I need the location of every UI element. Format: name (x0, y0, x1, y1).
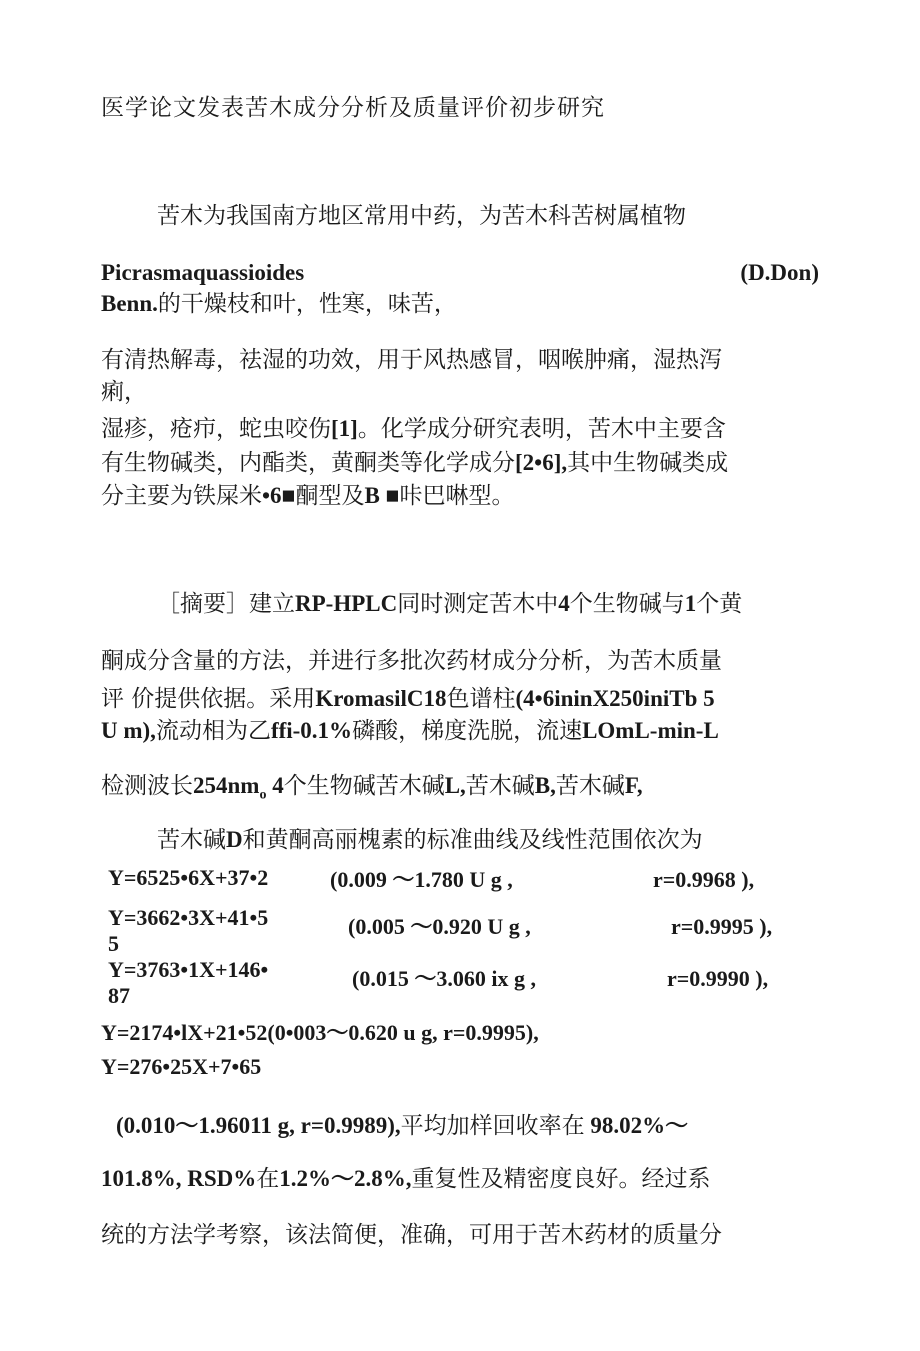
abs-l5-f: L, (444, 773, 466, 798)
equation-1 (108, 865, 268, 901)
document-title: 医学论文发表苦木成分分析及质量评价初步研究 (101, 95, 605, 121)
abs-column-spec: (4•6ininX250iniTb 5 (515, 686, 715, 711)
intro-line-1: 苦木为我国南方地区常用中药，为苦木科苦树属植物 (157, 203, 686, 229)
latin-name: Picrasmaquassioides (101, 260, 305, 285)
tail-l2-a: 101.8%, RSD% (101, 1166, 257, 1191)
abstract-line-4 (101, 715, 719, 747)
equation-2-formula: Y=3662•3X+41•5 (108, 905, 269, 930)
abs-l4-c: ffi-0.1% (270, 718, 353, 743)
abstract-line-1 (157, 588, 742, 620)
intro-line-8-c: 酮型及 (295, 483, 365, 509)
ref-1: [1] (331, 416, 358, 441)
abs-l5-c: o (259, 787, 267, 803)
intro-line-8-b: •6■ (262, 483, 296, 508)
intro-line-6-tail: 。化学成分研究表明，苦木中主要含 (357, 416, 726, 442)
abstract-line-5 (101, 770, 643, 812)
equation-2-range: (0.005 ～0.920 U g , (348, 914, 531, 939)
intro-line-7 (101, 447, 728, 479)
tail-line-2 (101, 1163, 711, 1195)
abs-l6-b: D (226, 827, 243, 852)
tail-l2-d: 重复性及精密度良好。经过系 (411, 1166, 711, 1192)
abs-l1-e: 个生物碱与 (569, 591, 685, 617)
equation-3 (108, 957, 269, 1008)
intro-line-6 (101, 413, 726, 445)
abstract-line-3 (101, 683, 715, 715)
intro-line-8-e: 咔巴啉型。 (399, 483, 515, 509)
tail-l1-c: 98.02%～ (584, 1113, 689, 1138)
abs-column: KromasilC18 (315, 686, 447, 711)
intro-line-8-d: B ■ (364, 483, 400, 508)
abs-l6-c: 和黄酮高丽槐素的标准曲线及线性范围依次为 (242, 827, 703, 853)
abstract-line-2: 酮成分含量的方法，并进行多批次药材成分分析，为苦木质量 (101, 648, 722, 674)
equation-1-range: (0.009 ～1.780 U g , (330, 867, 513, 892)
equation-3-r: r=0.9990 ), (667, 966, 769, 991)
abstract-label: ［摘要］建立 (157, 591, 295, 617)
intro-line-6-text: 湿疹，疮疖，蛇虫咬伤 (101, 416, 331, 442)
tail-l2-c: 1.2%～2.8%, (279, 1166, 412, 1191)
tail-l1-a: (0.010～1.96011 g, r=0.9989), (116, 1113, 401, 1138)
abs-l5-e: 个生物碱苦木碱 (283, 773, 445, 799)
abs-l5-d: 4 (266, 773, 284, 798)
abs-l5-a: 检测波长 (101, 773, 193, 799)
abs-l4-a: U m), (101, 718, 156, 743)
abs-rp-hplc: RP-HPLC (295, 591, 398, 616)
equation-2-wrap: 5 (108, 931, 119, 956)
abs-wavelength: 254nm (193, 773, 260, 798)
abs-flow-rate: LOmL-min-L (582, 718, 719, 743)
intro-line-5: 痢， (101, 379, 147, 405)
equation-5: Y=276•25X+7•65 (101, 1054, 262, 1079)
abs-l6-a: 苦木碱 (157, 827, 226, 853)
abs-l4-b: 流动相为乙 (155, 718, 271, 744)
abs-l3-c: 色谱柱 (446, 686, 516, 712)
abs-l1-c: 同时测定苦木中 (397, 591, 559, 617)
intro-line-4: 有清热解毒，祛湿的功效，用于风热感冒，咽喉肿痛，湿热泻 (101, 347, 722, 373)
intro-line-7-tail: 其中生物碱类成 (567, 450, 729, 476)
abs-l1-g: 个黄 (696, 591, 743, 617)
tail-l2-b: 在 (256, 1166, 280, 1192)
tail-line-1 (116, 1110, 688, 1142)
equation-3-wrap: 87 (108, 983, 130, 1008)
abs-l5-g: 苦木碱 (465, 773, 535, 799)
intro-line-8 (101, 480, 514, 512)
intro-line-3-text: 的干燥枝和叶，性寒，味苦， (157, 291, 457, 317)
equation-3-formula: Y=3763•1X+146• (108, 957, 269, 982)
equation-1-formula: Y=6525•6X+37•2 (108, 865, 269, 890)
equation-2-r: r=0.9995 ), (671, 914, 773, 939)
abs-l5-h: B, (534, 773, 556, 798)
latin-suffix: Benn. (101, 291, 158, 316)
abs-l1-f: 1 (684, 591, 697, 616)
abs-l1-d: 4 (558, 591, 570, 616)
equation-3-range: (0.015 ～3.060 ix g , (352, 966, 536, 991)
ref-2-6: [2•6], (515, 450, 568, 475)
equation-1-r: r=0.9968 ), (653, 867, 755, 892)
abs-l3-a: 评 价提供依据。采用 (101, 686, 316, 712)
abs-l5-i: 苦木碱 (555, 773, 625, 799)
equation-2 (108, 905, 269, 956)
abs-l5-j: F, (624, 773, 643, 798)
tail-line-3: 统的方法学考察，该法简便，准确，可用于苦木药材的质量分 (101, 1222, 722, 1248)
intro-line-3 (101, 288, 457, 320)
tail-l1-b: 平均加样回收率在 (400, 1113, 585, 1139)
abs-l4-d: 磷酸，梯度洗脱，流速 (352, 718, 583, 744)
abstract-line-6 (157, 824, 703, 856)
latin-author: (D.Don) (740, 260, 819, 285)
equation-4: Y=2174•lX+21•52(0•003～0.620 u g, r=0.9995), (101, 1020, 539, 1045)
intro-line-7-text: 有生物碱类，内酯类，黄酮类等化学成分 (101, 450, 515, 476)
intro-line-8-a: 分主要为铁屎米 (101, 483, 262, 509)
